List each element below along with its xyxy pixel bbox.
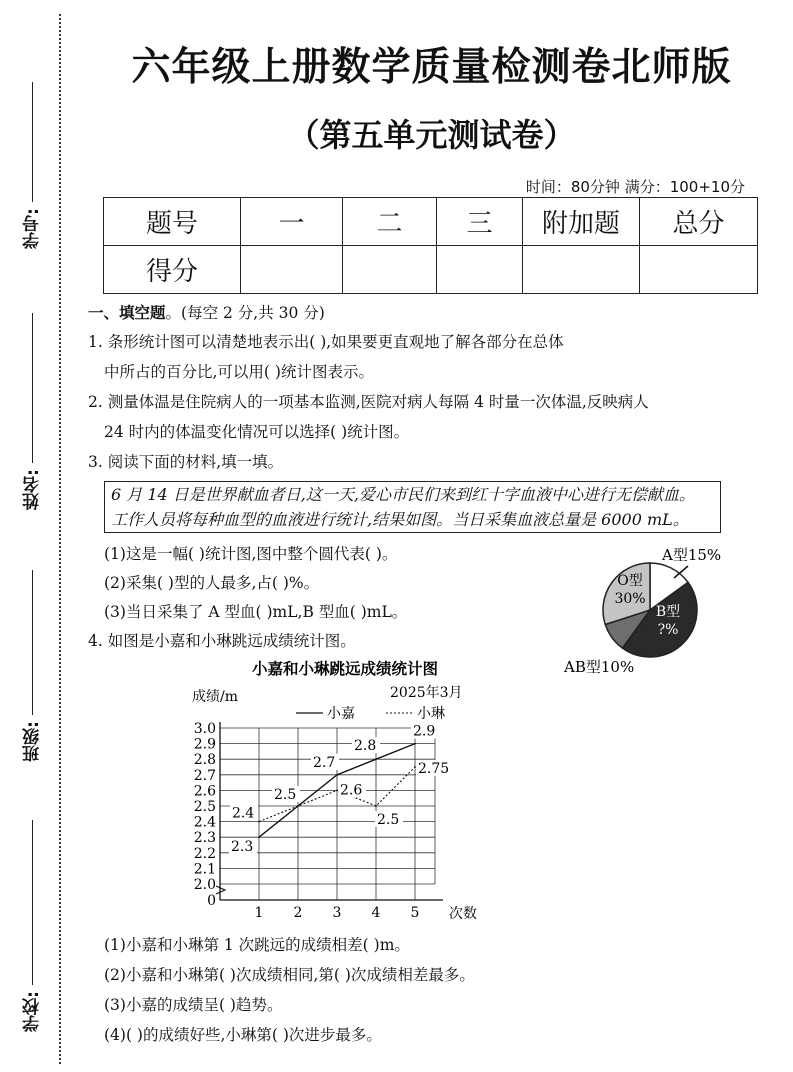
q4-sub2: (2)小嘉和小琳第( )次成绩相同,第( )次成绩相差最多。: [104, 966, 475, 984]
y-tick-label: 2.4: [193, 814, 216, 831]
score-cell[interactable]: [343, 246, 437, 294]
data-label: 2.5: [274, 787, 297, 803]
q1-line2: 中所占的百分比,可以用( )统计图表示。: [104, 363, 374, 381]
blood-type-pie-chart: [560, 540, 760, 680]
q1-line1: 1. 条形统计图可以清楚地表示出( ),如果要更直观地了解各部分在总体: [88, 333, 564, 351]
student-id-label: 学号:: [22, 208, 43, 249]
time-info: 时间：80分钟 满分：100+10分: [525, 178, 745, 196]
class-field[interactable]: [20, 570, 44, 762]
material-line: 工作人员将每种血型的血液进行统计,结果如图。当日采集血液总量是 6000 mL。: [111, 510, 689, 529]
score-cell[interactable]: [241, 246, 343, 294]
student-id-field[interactable]: [20, 82, 44, 249]
chart-title: 小嘉和小琳跳远成绩统计图: [251, 660, 439, 678]
series-2-point: [297, 805, 299, 807]
score-header-cell: 总分: [640, 198, 758, 246]
y-tick-label: 0: [207, 893, 216, 909]
data-label: 2.8: [354, 738, 377, 755]
binding-strip: [0, 0, 70, 1072]
score-value-row: [104, 246, 758, 294]
series-1-point: [336, 774, 338, 776]
q2-line1: 2. 测量体温是住院病人的一项基本监测,医院对病人每隔 4 时量一次体温,反映病人: [88, 393, 649, 411]
x-tick-label: 2: [293, 905, 303, 921]
pie-label-a: A型15%: [662, 546, 722, 564]
score-header-row: [104, 198, 758, 246]
school-label: 学校:: [22, 991, 43, 1032]
y-tick-label: 2.7: [193, 767, 216, 784]
series-1-point: [414, 743, 416, 745]
y-tick-label: 2.5: [193, 799, 216, 815]
class-line: [32, 570, 33, 715]
x-tick-label: 1: [254, 905, 264, 921]
legend-series-1: 小嘉: [327, 706, 355, 722]
score-header-cell: 三: [437, 198, 523, 246]
score-table: [103, 197, 758, 294]
series-1-point: [375, 758, 377, 760]
legend-series-2: 小琳: [417, 706, 445, 722]
q4-sub1: (1)小嘉和小琳第 1 次跳远的成绩相差( )m。: [104, 936, 410, 954]
long-jump-line-chart: [180, 652, 510, 922]
data-label: 2.4: [232, 805, 255, 822]
series-2-point: [375, 805, 377, 807]
name-label: 姓名:: [22, 469, 43, 510]
y-tick-label: 2.2: [193, 845, 216, 862]
data-label: 2.6: [340, 782, 363, 799]
score-header-cell: 题号: [104, 198, 241, 246]
page-title: 六年级上册数学质量检测卷北师版: [131, 45, 732, 90]
series-2-point: [336, 790, 338, 792]
score-row-label: 得分: [104, 246, 241, 294]
q4-sub4: (4)( )的成绩好些,小琳第( )次进步最多。: [104, 1026, 382, 1044]
chart-ylabel: 成绩/m: [192, 689, 238, 705]
data-label: 2.9: [413, 723, 436, 740]
y-tick-label: 2.9: [193, 736, 216, 753]
y-tick-label: 2.3: [193, 830, 216, 847]
section-note: 。(每空 2 分,共 30 分): [165, 304, 325, 322]
pie-label-b-name: B型: [655, 604, 681, 620]
chart-xlabel: 次数: [449, 906, 477, 922]
series-2-point: [258, 821, 260, 823]
q4-intro: 4. 如图是小嘉和小琳跳远成绩统计图。: [88, 632, 356, 650]
series-1-point: [258, 836, 260, 838]
y-tick-label: 2.8: [193, 752, 216, 769]
q3-intro: 3. 阅读下面的材料,填一填。: [88, 453, 284, 471]
q2-line2: 24 时内的体温变化情况可以选择( )统计图。: [104, 423, 410, 441]
score-header-cell: 附加题: [523, 198, 640, 246]
cut-line: [59, 14, 61, 1064]
x-tick-label: 5: [410, 905, 420, 921]
series-2-point: [414, 766, 416, 768]
section-heading: [88, 304, 325, 322]
x-tick-label: 4: [371, 905, 381, 921]
y-tick-label: 3.0: [193, 721, 216, 737]
score-cell[interactable]: [523, 246, 640, 294]
q3-sub2: (2)采集( )型的人最多,占( )%。: [104, 574, 320, 592]
pie-label-o-value: 30%: [614, 591, 646, 607]
chart-date: 2025年3月: [390, 685, 463, 701]
score-cell[interactable]: [437, 246, 523, 294]
q3-sub3: (3)当日采集了 A 型血( )mL,B 型血( )mL。: [104, 603, 408, 621]
name-line: [32, 313, 33, 463]
x-tick-label: 3: [332, 905, 342, 921]
data-label: 2.75: [418, 761, 450, 777]
school-line: [32, 820, 33, 985]
score-header-cell: 二: [343, 198, 437, 246]
q4-sub3: (3)小嘉的成绩呈( )趋势。: [104, 996, 283, 1014]
page-subtitle: （第五单元测试卷）: [287, 116, 576, 154]
material-line: 6 月 14 日是世界献血者日,这一天,爱心市民们来到红十字血液中心进行无偿献血。: [111, 485, 695, 504]
reading-material-box: [104, 481, 721, 533]
data-label: 2.7: [313, 754, 336, 771]
student-id-line: [32, 82, 33, 202]
pie-label-ab: AB型10%: [564, 658, 635, 676]
class-label: 班级:: [22, 721, 43, 762]
score-cell[interactable]: [640, 246, 758, 294]
y-tick-label: 2.0: [193, 877, 216, 893]
data-label: 2.3: [231, 839, 254, 856]
q3-sub1: (1)这是一幅( )统计图,图中整个圆代表( )。: [104, 545, 398, 563]
pie-label-o-name: O型: [617, 573, 643, 589]
data-label: 2.5: [377, 812, 400, 828]
y-tick-label: 2.1: [193, 861, 216, 878]
name-field[interactable]: [20, 313, 44, 510]
pie-label-b-value: ?%: [657, 622, 679, 638]
score-header-cell: 一: [241, 198, 343, 246]
school-field[interactable]: [20, 820, 44, 1032]
section-title: 一、填空题: [88, 304, 166, 322]
y-tick-label: 2.6: [193, 783, 216, 800]
